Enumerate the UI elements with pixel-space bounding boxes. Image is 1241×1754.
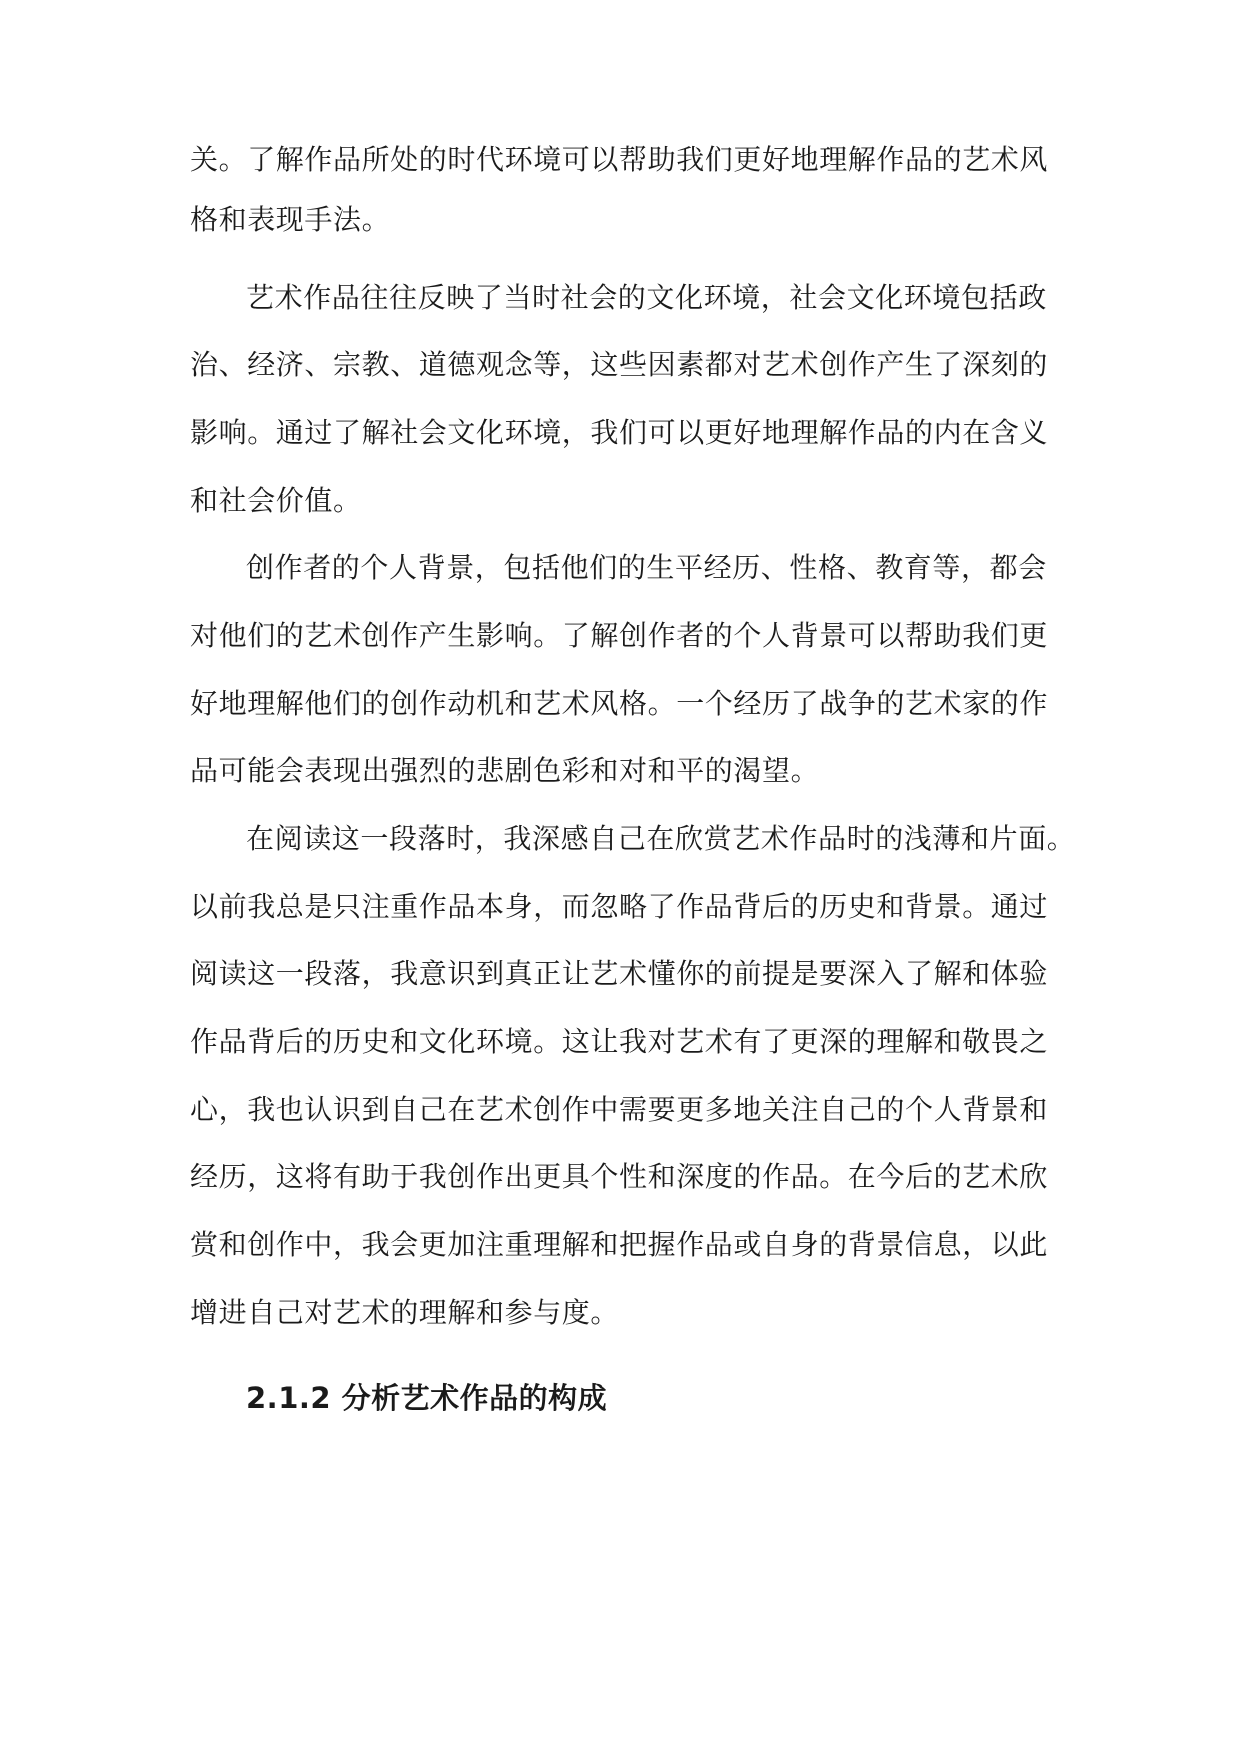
paragraph-line: 品可能会表现出强烈的悲剧色彩和对和平的渴望。 <box>190 754 820 787</box>
paragraph-line: 心，我也认识到自己在艺术创作中需要更多地关注自己的个人背景和 <box>190 1093 1049 1126</box>
paragraph-line: 好地理解他们的创作动机和艺术风格。一个经历了战争的艺术家的作 <box>190 687 1049 720</box>
paragraph-line: 和社会价值。 <box>190 484 362 517</box>
paragraph-line: 增进自己对艺术的理解和参与度。 <box>190 1296 620 1329</box>
paragraph-line: 经历，这将有助于我创作出更具个性和深度的作品。在今后的艺术欣 <box>190 1160 1049 1193</box>
paragraph-line: 作品背后的历史和文化环境。这让我对艺术有了更深的理解和敬畏之 <box>190 1025 1049 1058</box>
paragraph-line: 以前我总是只注重作品本身，而忽略了作品背后的历史和背景。通过 <box>190 890 1049 923</box>
paragraph-line: 在阅读这一段落时，我深感自己在欣赏艺术作品时的浅薄和片面。 <box>246 822 1076 855</box>
paragraph-line: 艺术作品往往反映了当时社会的文化环境，社会文化环境包括政 <box>246 281 1047 314</box>
paragraph-line: 关。了解作品所处的时代环境可以帮助我们更好地理解作品的艺术风 <box>190 143 1049 176</box>
paragraph-line: 阅读这一段落，我意识到真正让艺术懂你的前提是要深入了解和体验 <box>190 957 1049 990</box>
paragraph-line: 创作者的个人背景，包括他们的生平经历、性格、教育等，都会 <box>246 551 1047 584</box>
paragraph-line: 格和表现手法。 <box>190 203 391 236</box>
paragraph-line: 影响。通过了解社会文化环境，我们可以更好地理解作品的内在含义 <box>190 416 1049 449</box>
section-heading: 2.1.2 分析艺术作品的构成 <box>246 1381 608 1415</box>
paragraph-line: 治、经济、宗教、道德观念等，这些因素都对艺术创作产生了深刻的 <box>190 348 1049 381</box>
paragraph-line: 对他们的艺术创作产生影响。了解创作者的个人背景可以帮助我们更 <box>190 619 1049 652</box>
paragraph-line: 赏和创作中，我会更加注重理解和把握作品或自身的背景信息，以此 <box>190 1228 1049 1261</box>
